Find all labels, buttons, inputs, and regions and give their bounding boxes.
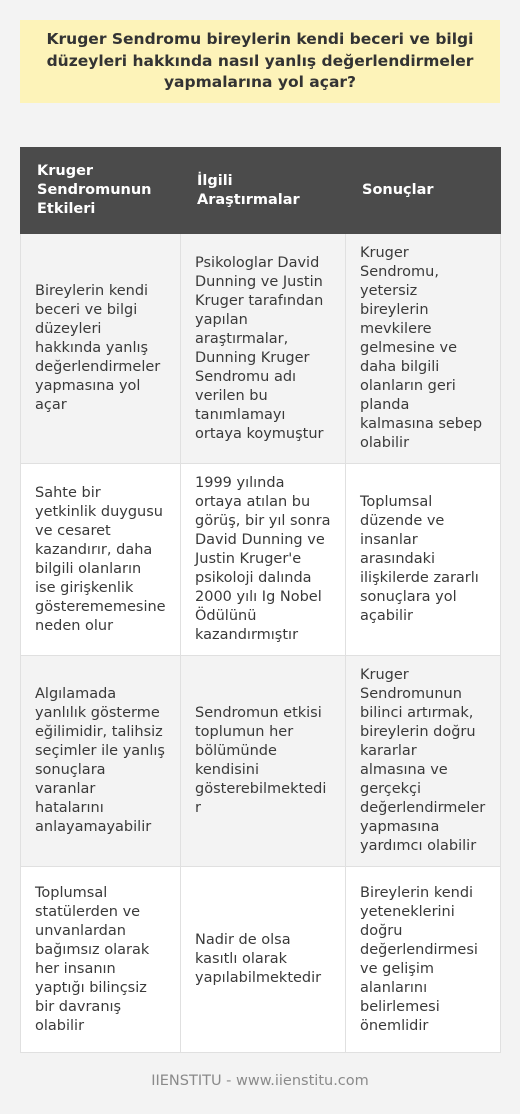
column-header-results: Sonuçlar (346, 148, 501, 234)
table-row (21, 464, 501, 656)
table-cell: Toplumsal düzende ve insanlar arasındaki ilişkilerde zararlı sonuçlara yol açabilir (346, 464, 501, 656)
table-row (21, 234, 501, 464)
footer-credit: IIENSTITU - www.iienstitu.com (151, 1073, 369, 1089)
table-cell: Algılamada yanlılık gösterme eğilimidir, talihsiz seçimler ile yanlış sonuçlara varanlar hatalarını anlayamayabilir (21, 656, 181, 867)
table-cell: Bireylerin kendi beceri ve bilgi düzeyleri hakkında yanlış değerlendirmeler yapmasına yol açar (21, 234, 181, 464)
comparison-table (20, 147, 501, 1053)
table-cell: Kruger Sendromu, yetersiz bireylerin mevkilere gelmesine ve daha bilgili olanların geri planda kalmasına sebep olabilir (346, 234, 501, 464)
table-cell: 1999 yılında ortaya atılan bu görüş, bir yıl sonra David Dunning ve Justin Kruger'e psikoloji dalında 2000 yılı Ig Nobel Ödülünü kazandırmıştır (181, 464, 346, 656)
table-cell: Sahte bir yetkinlik duygusu ve cesaret kazandırır, daha bilgili olanların ise girişkenlik gösterememesine neden olur (21, 464, 181, 656)
table-cell: Bireylerin kendi yeteneklerini doğru değerlendirmesi ve gelişim alanlarını belirlemesi önemlidir (346, 867, 501, 1053)
column-header-research: İlgili Araştırmalar (181, 148, 346, 234)
title-banner (20, 20, 500, 103)
table-row (21, 656, 501, 867)
table-cell: Kruger Sendromunun bilinci artırmak, bireylerin doğru kararlar almasına ve gerçekçi değerlendirmeler yapmasına yardımcı olabilir (346, 656, 501, 867)
table-cell: Sendromun etkisi toplumun her bölümünde kendisini gösterebilmektedir (181, 656, 346, 867)
table-cell: Psikologlar David Dunning ve Justin Kruger tarafından yapılan araştırmalar, Dunning Kruger Sendromu adı verilen bu tanımlamayı ortaya koymuştur (181, 234, 346, 464)
table-row (21, 867, 501, 1053)
table-cell: Toplumsal statülerden ve unvanlardan bağımsız olarak her insanın yaptığı bilinçsiz bir davranış olabilir (21, 867, 181, 1053)
page-title: Kruger Sendromu bireylerin kendi beceri ve bilgi düzeyleri hakkında nasıl yanlış değerlendirmeler yapmalarına yol açar? (46, 30, 474, 92)
table-cell: Nadir de olsa kasıtlı olarak yapılabilmektedir (181, 867, 346, 1053)
column-header-effects: Kruger Sendromunun Etkileri (21, 148, 181, 234)
table-header-row (21, 148, 501, 234)
